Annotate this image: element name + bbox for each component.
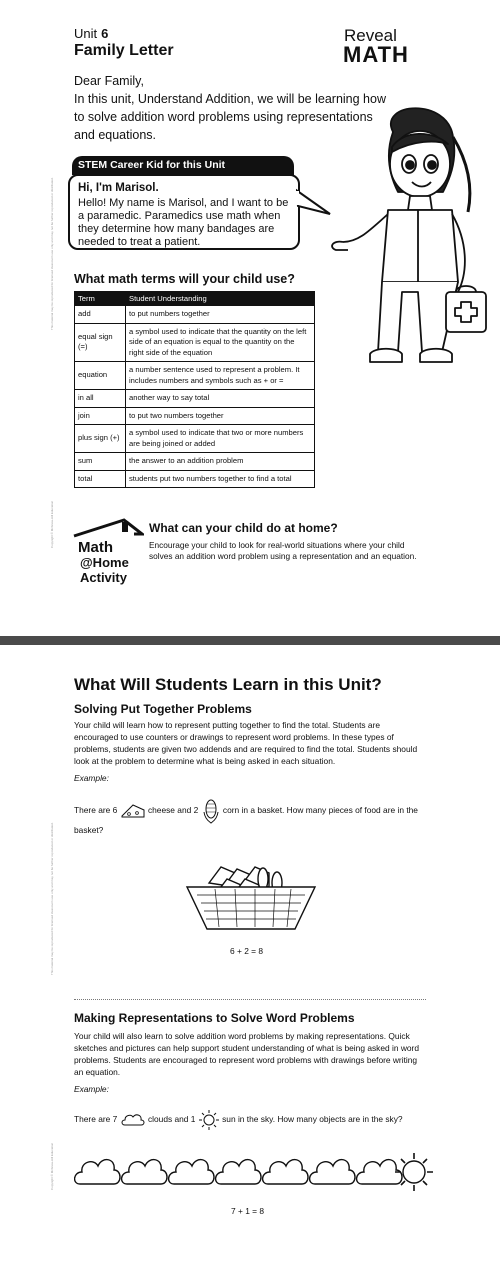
- brand-reveal: Reveal: [344, 26, 397, 45]
- section-heading: Making Representations to Solve Word Problems: [74, 1011, 355, 1025]
- term-cell: plus sign (+): [75, 425, 126, 453]
- term-cell: in all: [75, 390, 126, 408]
- question-part: sun in the sky. How many objects are in the sky?: [222, 1114, 403, 1125]
- reproduction-note: This material may be reproduced for licensed classroom use only and may not be further reproduced or distributed.: [50, 177, 54, 330]
- understanding-cell: another way to say total: [126, 390, 315, 408]
- term-header: Term: [75, 292, 126, 306]
- stem-greeting: Hi, I'm Marisol.: [78, 182, 159, 194]
- understanding-cell: the answer to an addition problem: [126, 453, 315, 471]
- table-row: [75, 407, 315, 425]
- logo-line-activity: Activity: [80, 570, 127, 585]
- example-question: [74, 1109, 424, 1131]
- corn-icon: [201, 798, 221, 824]
- understanding-cell: a number sentence used to represent a problem. It includes numbers and symbols such as + or =: [126, 362, 315, 390]
- stem-text: Hello! My name is Marisol, and I want to be a paramedic. Paramedics use math when they determine how many bandages are needed to treat a patient.: [78, 197, 289, 248]
- example-label: Example:: [74, 1084, 109, 1094]
- page-title: What Will Students Learn in this Unit?: [74, 675, 382, 694]
- copyright-note: Copyright © McGraw-Hill Education: [50, 500, 54, 548]
- sun-icon: [198, 1109, 220, 1131]
- table-row: [75, 323, 315, 362]
- basket-illustration: [185, 857, 317, 937]
- copyright-note: Copyright © McGraw-Hill Education: [50, 1142, 54, 1190]
- understanding-cell: students put two numbers together to find a total: [126, 470, 315, 488]
- learning-page: [0, 645, 500, 1283]
- question-part: clouds and 1: [147, 1114, 196, 1125]
- table-row: [75, 453, 315, 471]
- understanding-cell: to put numbers together: [126, 306, 315, 324]
- cloud-icon: [120, 1112, 146, 1128]
- page-title: Family Letter: [74, 42, 174, 59]
- math-terms-table: [74, 291, 315, 488]
- logo-line-math: Math: [78, 539, 113, 556]
- reproduction-note: This material may be reproduced for licensed classroom use only and may not be further reproduced or distributed.: [50, 822, 54, 975]
- table-row: [75, 425, 315, 453]
- understanding-cell: to put two numbers together: [126, 407, 315, 425]
- example-label: Example:: [74, 773, 109, 783]
- family-letter-page: [0, 0, 500, 636]
- section-divider: [74, 999, 426, 1000]
- table-row: [75, 470, 315, 488]
- terms-title: What math terms will your child use?: [74, 272, 295, 286]
- unit-number: 6: [101, 26, 109, 41]
- example-equation: 6 + 2 = 8: [230, 946, 264, 956]
- intro-text: In this unit, Understand Addition, we will be learning how to solve addition word problems using representations and equations.: [74, 92, 386, 142]
- understanding-cell: a symbol used to indicate that two or more numbers are being joined or added: [126, 425, 315, 453]
- question-part: cheese and 2: [147, 805, 199, 816]
- home-text: Encourage your child to look for real-world situations where your child solves an addition word problem using a representation and an equation.: [149, 540, 417, 561]
- section-text: Your child will also learn to solve addition word problems by making representations. Quick sketches and pictures can help support student understanding of what is being asked in word problems. Students are encouraged to represent word problems with drawings before writing an equation.: [74, 1031, 419, 1077]
- cheese-icon: [120, 802, 146, 820]
- question-part: corn in a basket. How many pieces of food are in the basket?: [74, 805, 418, 835]
- section-text: Your child will learn how to represent putting together to find the total. Students are encouraged to use counters or drawings to represent word problems. In these types of problems, students are given two addends and are required to find the total. Students should look at the problem to determine what is being asked in each situation.: [74, 720, 418, 766]
- term-cell: add: [75, 306, 126, 324]
- term-cell: sum: [75, 453, 126, 471]
- unit-label: [74, 26, 108, 41]
- home-title: What can your child do at home?: [149, 521, 338, 535]
- marisol-illustration: [318, 92, 498, 382]
- table-row: [75, 306, 315, 324]
- understanding-header: Student Understanding: [126, 292, 315, 306]
- table-row: [75, 390, 315, 408]
- understanding-cell: a symbol used to indicate that the quantity on the left side of an equation is equal to the quantity on the right side of the equation: [126, 323, 315, 362]
- greeting: Dear Family,: [74, 74, 144, 88]
- unit-word: Unit: [74, 26, 98, 41]
- term-cell: total: [75, 470, 126, 488]
- speech-bubble: [68, 174, 300, 250]
- table-header-row: [75, 292, 315, 306]
- term-cell: equal sign (=): [75, 323, 126, 362]
- term-cell: join: [75, 407, 126, 425]
- clouds-and-sun-illustration: [74, 1150, 434, 1192]
- term-cell: equation: [75, 362, 126, 390]
- example-equation: 7 + 1 = 8: [231, 1206, 265, 1216]
- math-at-home-logo: [72, 516, 144, 586]
- question-part: There are 6: [74, 805, 118, 816]
- question-part: There are 7: [74, 1114, 118, 1125]
- table-row: [75, 362, 315, 390]
- section-heading: Solving Put Together Problems: [74, 702, 252, 716]
- stem-header: STEM Career Kid for this Unit: [72, 156, 294, 175]
- example-question: [74, 798, 424, 836]
- logo-line-home: @Home: [80, 555, 129, 570]
- brand-math-logo: MATH: [343, 42, 409, 67]
